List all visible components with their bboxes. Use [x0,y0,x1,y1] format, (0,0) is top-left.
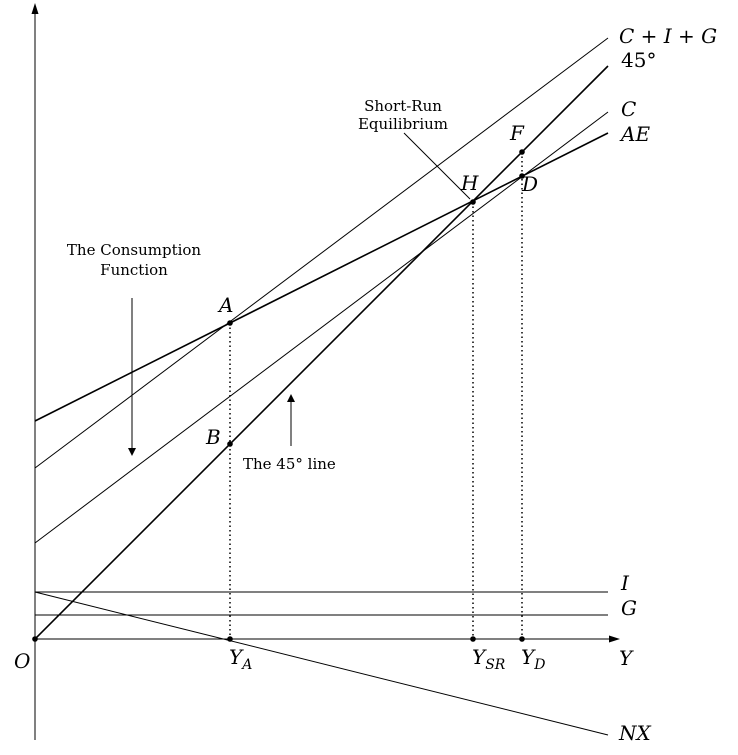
point-ya [227,636,233,642]
x-axis-arrow-icon [609,636,620,643]
label-forty-five: 45° [621,48,657,72]
label-origin: O [14,649,31,673]
point-f [519,149,525,155]
consumption-label-line1: The Consumption [66,241,202,259]
label-point-b: B [206,425,221,449]
label-cig: C + I + G [619,24,718,48]
point-a [227,320,233,326]
label-x-axis: Y [619,646,633,670]
label-point-h: H [461,171,479,195]
point-b [227,441,233,447]
label-point-d: D [522,172,539,196]
label-nx: NX [619,721,651,745]
tick-ysr: $Y_{SR}$ [472,645,506,673]
point-origin [32,636,38,642]
label-point-f: F [510,121,524,145]
point-ysr [470,636,476,642]
label-g: G [621,596,637,620]
label-c: C [621,97,637,121]
tick-yd: $Y_D$ [521,645,546,673]
point-h [470,199,476,205]
label-i: I [621,571,629,595]
point-yd [519,636,525,642]
label-point-a: A [219,293,234,317]
forty-five-annotation: The 45° line [243,455,336,473]
y-axis-arrow-icon [32,3,39,14]
consumption-label-line2: Function [100,261,168,279]
label-ae: AE [621,122,651,146]
short-run-label-line1: Short-Run [364,97,442,115]
short-run-label-line2: Equilibrium [357,115,449,133]
tick-ya: $Y_A$ [229,645,253,673]
